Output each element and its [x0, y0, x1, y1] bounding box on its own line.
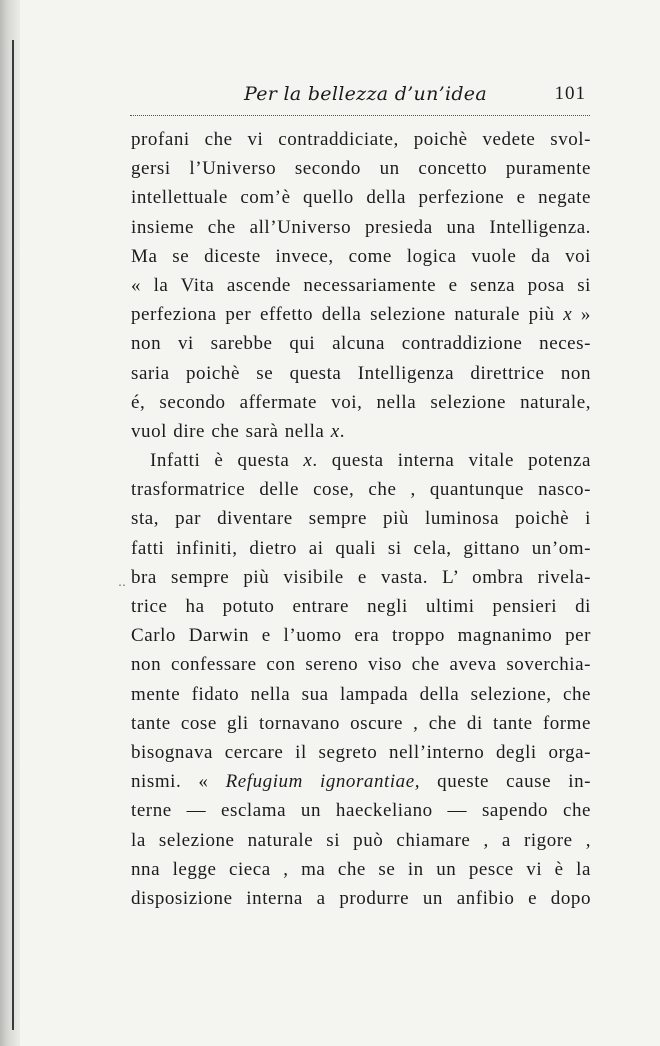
text-line: gersi l’Universo secondo un concetto puramente [131, 158, 591, 180]
page-header [130, 80, 590, 114]
text-line: terne — esclama un haeckeliano — sapendo che [131, 800, 591, 822]
body-text [131, 125, 591, 913]
text-line: la selezione naturale si può chiamare , a rigore , [131, 829, 591, 851]
text-line: bra sempre più visibile e vasta. L’ ombra rivela- [131, 566, 591, 588]
text-line: insieme che all’Universo presieda una Intelligenza. [131, 216, 591, 238]
page-gutter [0, 0, 20, 1046]
text-line: trice ha potuto entrare negli ultimi pensieri di [131, 596, 591, 617]
text-line: non vi sarebbe qui alcuna contraddizione neces- [131, 333, 591, 355]
margin-mark: ‥ [118, 575, 127, 589]
text-line: sta, par diventare sempre più luminosa poichè i [131, 508, 591, 530]
text-line: é, secondo affermate voi, nella selezione naturale, [131, 391, 591, 413]
text-line: trasformatrice delle cose, che , quantunque nasco- [131, 479, 591, 501]
page-number: 101 [554, 83, 586, 104]
text-line: vuol dire che sarà nella x. [131, 420, 345, 442]
running-title: Per la bellezza d’un’idea [244, 83, 487, 105]
text-line: nismi. « Refugium ignorantiae, queste cause in- [131, 771, 591, 793]
text-line: Carlo Darwin e l’uomo era troppo magnanimo per [131, 625, 591, 647]
header-rule [130, 115, 590, 116]
text-line: profani che vi contraddiciate, poichè vedete svol- [131, 129, 591, 150]
text-line: mente fidato nella sua lampada della selezione, che [131, 683, 591, 705]
text-line: bisognava cercare il segreto nell’interno degli orga- [131, 741, 591, 763]
text-line: saria poichè se questa Intelligenza direttrice non [131, 362, 591, 384]
text-line: Ma se diceste invece, come logica vuole da voi [131, 245, 591, 267]
text-line: fatti infiniti, dietro ai quali si cela, gittano un’om- [131, 537, 591, 559]
binding-edge [12, 40, 14, 1030]
text-line: tante cose gli tornavano oscure , che di tante forme [131, 712, 591, 734]
text-line: nna legge cieca , ma che se in un pesce vi è la [131, 858, 591, 880]
text-line: non confessare con sereno viso che aveva soverchia- [131, 654, 591, 676]
text-line: intellettuale com’è quello della perfezione e negate [131, 187, 591, 209]
text-line: disposizione interna a produrre un anfibio e dopo [131, 887, 591, 909]
text-line: Infatti è questa x. questa interna vitale potenza [150, 450, 591, 472]
text-line: perfeziona per effetto della selezione naturale più x » [131, 304, 591, 326]
text-line: « la Vita ascende necessariamente e senza posa si [131, 274, 591, 296]
